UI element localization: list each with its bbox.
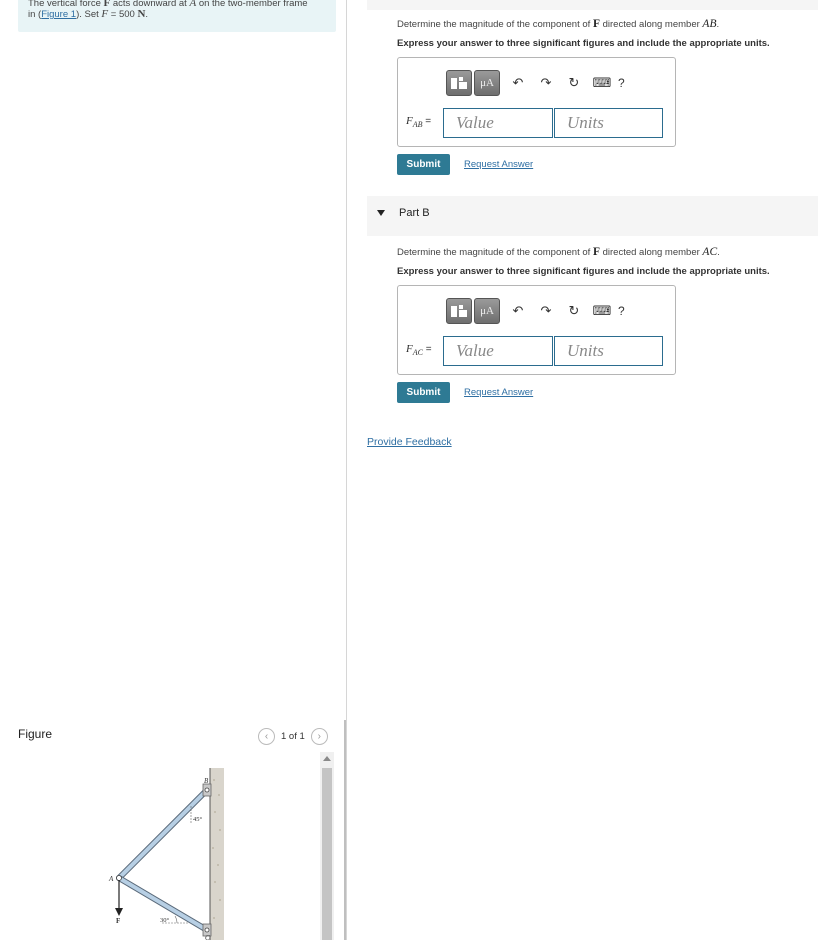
provide-feedback-link[interactable]: Provide Feedback: [367, 436, 452, 448]
frame-diagram: [17, 750, 319, 940]
pager-count: 1 of 1: [281, 731, 305, 742]
chevron-left-icon: ‹: [264, 731, 269, 742]
joint-a: [117, 876, 122, 881]
part-a-question-mid: directed along member: [599, 19, 703, 30]
part-a-eq: =: [422, 116, 432, 127]
figure-scrollbar[interactable]: [320, 752, 334, 940]
part-a-submit-button[interactable]: Submit: [397, 154, 450, 175]
units-symbol-button[interactable]: [474, 70, 500, 96]
redo-icon[interactable]: ↷: [540, 303, 552, 318]
part-b-variable: [406, 343, 432, 357]
part-b-question-end: .: [717, 247, 720, 258]
problem-text-4: in (: [28, 9, 42, 20]
part-b-header[interactable]: [367, 196, 818, 236]
templates-icon: [450, 76, 468, 90]
part-b-var-sub: AC: [412, 348, 423, 358]
undo-icon[interactable]: ↶: [512, 303, 524, 318]
templates-button[interactable]: [446, 298, 472, 324]
part-a-header: [367, 0, 818, 10]
keyboard-icon[interactable]: ⌨: [592, 75, 612, 90]
caret-down-icon: [377, 210, 385, 216]
set-variable: F: [101, 8, 109, 20]
templates-icon: [450, 304, 468, 318]
part-a-var-sub: AB: [412, 120, 423, 130]
part-b-var-main: F: [406, 343, 413, 355]
help-icon[interactable]: ?: [618, 76, 625, 90]
mu-icon: μA: [480, 77, 494, 89]
part-a-instruction: Express your answer to three significant figures and include the appropriate units.: [397, 38, 770, 49]
label-a: A: [109, 875, 114, 883]
label-b: B: [204, 777, 209, 785]
part-a-value-input[interactable]: Value: [443, 108, 553, 138]
part-a-member: AB: [702, 18, 717, 30]
problem-text-6: .: [145, 9, 149, 20]
column-divider-dark: [344, 720, 346, 940]
part-b-value-input[interactable]: Value: [443, 336, 553, 366]
figure-title: Figure: [18, 727, 53, 741]
help-icon[interactable]: ?: [618, 304, 625, 318]
part-b-instruction: Express your answer to three significant figures and include the appropriate units.: [397, 266, 770, 277]
scroll-thumb[interactable]: [322, 768, 332, 940]
part-b-answer-box: [397, 285, 676, 375]
problem-text-2: acts downward at: [110, 0, 190, 9]
part-a-answer-box: [397, 57, 676, 147]
part-a-toolbar: [446, 70, 625, 96]
part-a-question: [397, 18, 719, 30]
point-symbol: A: [189, 0, 197, 9]
left-panel: [0, 0, 346, 940]
part-a-force: F: [592, 18, 600, 30]
problem-text-3: on the two-member frame: [196, 0, 308, 9]
figure-image: [17, 750, 319, 940]
force-symbol: F: [103, 0, 111, 9]
wall: [210, 768, 224, 940]
part-a-var-main: F: [406, 115, 413, 127]
part-b-toolbar: [446, 298, 625, 324]
angle-30-label: 30°: [160, 917, 170, 924]
set-unit: N: [137, 8, 146, 20]
undo-icon[interactable]: ↶: [512, 75, 524, 90]
mu-icon: μA: [480, 305, 494, 317]
problem-text-1: The vertical force: [28, 0, 104, 9]
problem-text-5: ). Set: [76, 9, 102, 20]
part-a-question-text: Determine the magnitude of the component of: [397, 19, 593, 30]
set-value: = 500: [108, 9, 138, 20]
part-a-request-answer-link[interactable]: Request Answer: [464, 159, 534, 170]
units-symbol-button[interactable]: [474, 298, 500, 324]
scroll-up-icon[interactable]: [323, 756, 331, 761]
reset-icon[interactable]: ↻: [568, 75, 580, 90]
reset-icon[interactable]: ↻: [568, 303, 580, 318]
problem-statement: [18, 0, 336, 32]
part-b-submit-button[interactable]: Submit: [397, 382, 450, 403]
next-figure-button[interactable]: [311, 728, 328, 745]
part-b-question-text: Determine the magnitude of the component of: [397, 247, 593, 258]
label-f: F: [116, 917, 121, 925]
right-panel: [347, 0, 818, 940]
part-b-member: AC: [702, 246, 718, 258]
angle-45-label: 45°: [193, 816, 203, 823]
figure-link[interactable]: Figure 1: [41, 9, 77, 20]
part-a-variable: [406, 115, 431, 129]
part-b-question: [397, 246, 720, 258]
part-a-units-input[interactable]: Units: [554, 108, 663, 138]
templates-button[interactable]: [446, 70, 472, 96]
part-b-eq: =: [422, 344, 432, 355]
redo-icon[interactable]: ↷: [540, 75, 552, 90]
part-b-force: F: [592, 246, 600, 258]
keyboard-icon[interactable]: ⌨: [592, 303, 612, 318]
figure-pager: [258, 728, 328, 745]
part-b-question-mid: directed along member: [599, 247, 703, 258]
part-b-title: Part B: [399, 207, 430, 219]
part-b-request-answer-link[interactable]: Request Answer: [464, 387, 534, 398]
label-c: C: [205, 934, 210, 940]
prev-figure-button[interactable]: [258, 728, 275, 745]
part-a-question-end: .: [716, 19, 720, 30]
chevron-right-icon: ›: [317, 731, 321, 742]
part-b-units-input[interactable]: Units: [554, 336, 663, 366]
